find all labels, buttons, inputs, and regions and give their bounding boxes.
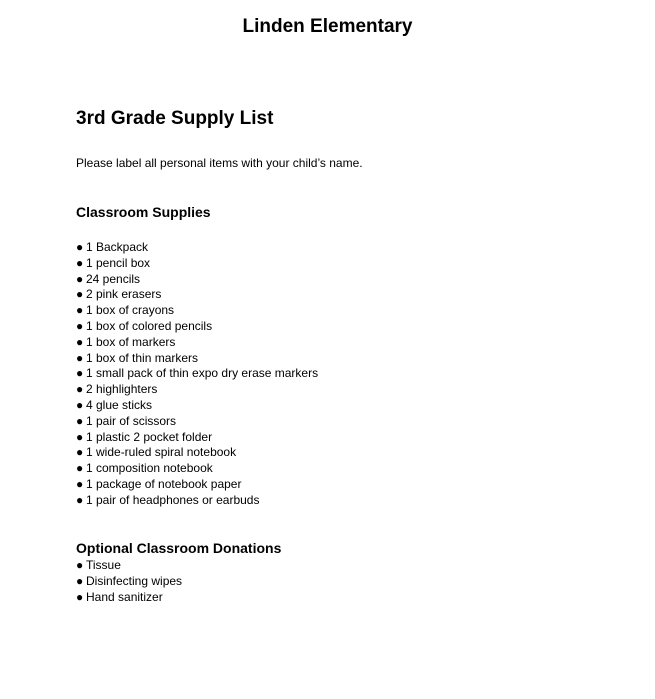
list-item [76,319,318,335]
bullet-icon: ● [76,350,84,365]
bullet-icon: ● [76,334,84,349]
list-item-label: 1 box of markers [86,334,176,349]
bullet-icon: ● [76,303,84,318]
list-item [76,445,318,461]
list-item [76,303,318,319]
bullet-icon: ● [76,492,84,507]
bullet-icon: ● [76,461,84,476]
classroom-supplies-heading: Classroom Supplies [76,204,211,220]
classroom-supplies-list [76,240,318,509]
list-item-label: 1 pair of headphones or earbuds [86,492,260,507]
bullet-icon: ● [76,429,84,444]
list-item [76,366,318,382]
list-item-label: 1 Backpack [86,240,149,254]
list-item-label: Hand sanitizer [86,589,163,604]
list-item [76,256,318,272]
list-item [76,590,182,606]
list-item-label: 1 box of crayons [86,303,175,318]
list-item [76,382,318,398]
list-item-label: 1 box of colored pencils [86,318,213,333]
list-item-label: 24 pencils [86,271,141,286]
list-item [76,287,318,303]
list-item [76,477,318,493]
list-item-label: Disinfecting wipes [86,573,183,588]
list-item-label: 1 package of notebook paper [86,476,242,491]
bullet-icon: ● [76,240,84,254]
list-item-label: 1 box of thin markers [86,350,199,365]
list-item [76,414,318,430]
list-item [76,335,318,351]
bullet-icon: ● [76,573,84,588]
intro-text: Please label all personal items with your child’s name. [76,156,363,170]
bullet-icon: ● [76,318,84,333]
list-item [76,240,318,256]
list-item [76,430,318,446]
bullet-icon: ● [76,366,84,381]
list-item-label: 1 pair of scissors [86,413,177,428]
list-item-label: 1 wide-ruled spiral notebook [86,445,237,460]
bullet-icon: ● [76,558,84,572]
optional-donations-heading: Optional Classroom Donations [76,540,282,556]
list-item [76,272,318,288]
bullet-icon: ● [76,255,84,270]
bullet-icon: ● [76,382,84,397]
list-item [76,398,318,414]
bullet-icon: ● [76,476,84,491]
bullet-icon: ● [76,589,84,604]
list-item [76,461,318,477]
list-item-label: 1 small pack of thin expo dry erase markers [86,366,319,381]
list-item [76,574,182,590]
list-item-label: 1 plastic 2 pocket folder [86,429,213,444]
school-name: Linden Elementary [242,16,413,37]
list-item-label: 4 glue sticks [86,397,153,412]
list-item [76,351,318,367]
bullet-icon: ● [76,287,84,302]
list-item-label: 1 composition notebook [86,461,213,476]
list-item [76,558,182,574]
bullet-icon: ● [76,271,84,286]
page-title: 3rd Grade Supply List [76,108,274,129]
list-item-label: 2 highlighters [86,382,158,397]
list-item [76,493,318,509]
bullet-icon: ● [76,445,84,460]
list-item-label: 1 pencil box [86,255,151,270]
bullet-icon: ● [76,397,84,412]
list-item-label: Tissue [86,558,121,572]
list-item-label: 2 pink erasers [86,287,162,302]
bullet-icon: ● [76,413,84,428]
optional-donations-list [76,558,182,605]
